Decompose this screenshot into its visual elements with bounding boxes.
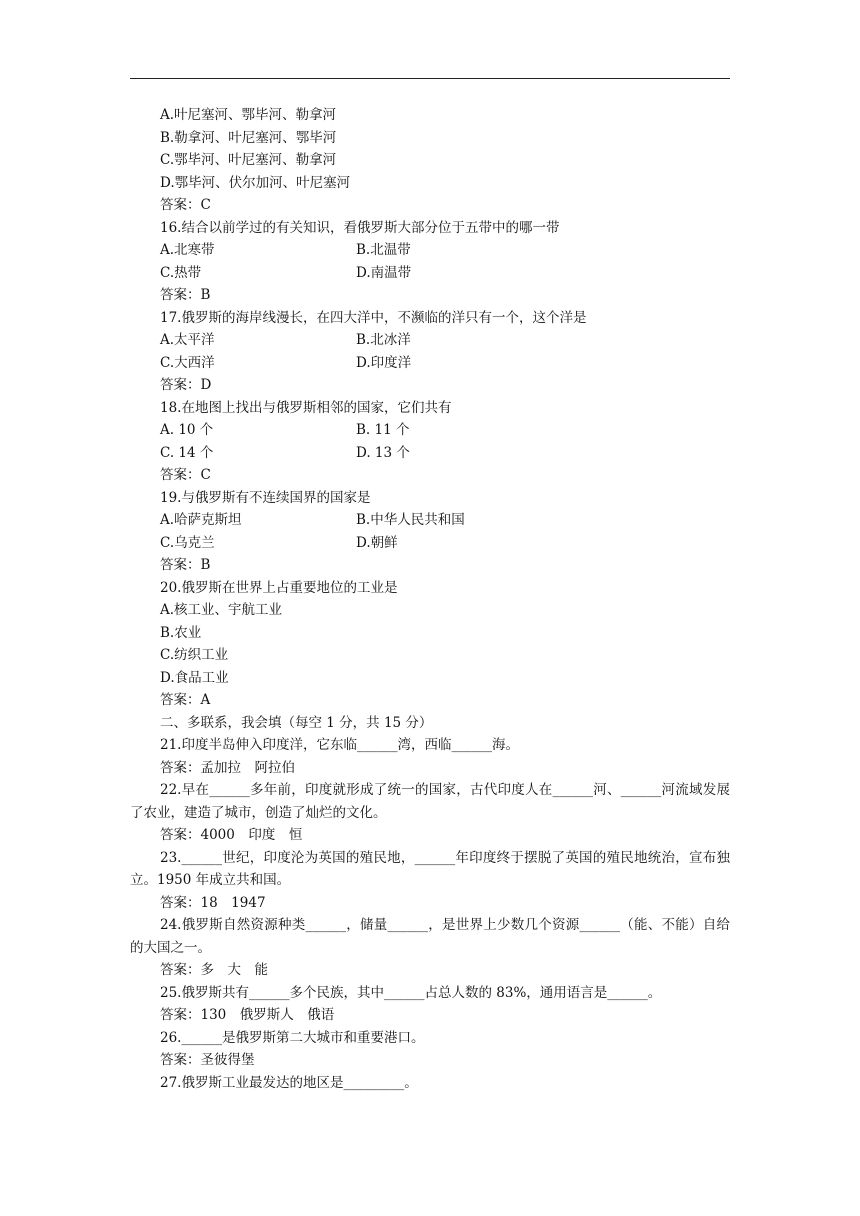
q20-option-d: D.食品工业 bbox=[160, 669, 229, 686]
q21-stem: 21.印度半岛伸入印度洋，它东临______湾，西临______海。 bbox=[160, 737, 519, 753]
q15-option-c: C.鄂毕河、叶尼塞河、勒拿河 bbox=[160, 152, 337, 168]
q16-answer: 答案：B bbox=[160, 287, 211, 303]
q19-option-a: A.哈萨克斯坦 bbox=[160, 512, 242, 528]
q18-options-row1 bbox=[160, 419, 730, 442]
q20-option-a: A.核工业、宇航工业 bbox=[160, 602, 283, 618]
q23-answer: 答案：18 1947 bbox=[160, 894, 266, 911]
q25-answer: 答案：130 俄罗斯人 俄语 bbox=[160, 1007, 335, 1023]
q19-option-d: D.朝鲜 bbox=[356, 534, 398, 551]
q16-option-a: A.北寒带 bbox=[160, 242, 215, 258]
q16-stem: 16.结合以前学过的有关知识，看俄罗斯大部分位于五带中的哪一带 bbox=[160, 219, 560, 236]
q18-option-a: A. 10 个 bbox=[160, 422, 214, 438]
q17-stem: 17.俄罗斯的海岸线漫长，在四大洋中，不濒临的洋只有一个，这个洋是 bbox=[160, 309, 587, 326]
q23-stem: 23.______世纪，印度沦为英国的殖民地，______年印度终于摆脱了英国的殖民地统治，宣布独立。1950 年成立共和国。 bbox=[130, 849, 730, 888]
header-rule bbox=[130, 78, 730, 79]
q17-option-b: B.北冰洋 bbox=[356, 332, 411, 348]
q16-option-d: D.南温带 bbox=[356, 264, 412, 281]
q17-option-c: C.大西洋 bbox=[160, 354, 215, 371]
q18-answer: 答案：C bbox=[160, 467, 211, 483]
q20-answer: 答案：A bbox=[160, 692, 211, 708]
q19-options-row1 bbox=[160, 509, 730, 532]
q15-option-a: A.叶尼塞河、鄂毕河、勒拿河 bbox=[160, 107, 337, 123]
q19-answer: 答案：B bbox=[160, 557, 211, 573]
q16-options-row2 bbox=[160, 262, 730, 285]
q17-option-d: D.印度洋 bbox=[356, 354, 412, 371]
q24-stem: 24.俄罗斯自然资源种类______，储量______，是世界上少数几个资源______（能、不能）自给的大国之一。 bbox=[130, 917, 730, 956]
q17-answer: 答案：D bbox=[160, 377, 212, 393]
q15-option-d: D.鄂毕河、伏尔加河、叶尼塞河 bbox=[160, 174, 351, 191]
q19-stem: 19.与俄罗斯有不连续国界的国家是 bbox=[160, 489, 371, 506]
q18-options-row2 bbox=[160, 442, 730, 465]
section-2-heading: 二、多联系，我会填（每空 1 分，共 15 分） bbox=[160, 714, 433, 731]
q26-answer: 答案：圣彼得堡 bbox=[160, 1052, 255, 1068]
q26-stem: 26.______是俄罗斯第二大城市和重要港口。 bbox=[160, 1029, 425, 1046]
q15-answer: 答案：C bbox=[160, 197, 211, 213]
q18-option-d: D. 13 个 bbox=[356, 444, 410, 461]
document-body bbox=[130, 104, 730, 1094]
q16-option-c: C.热带 bbox=[160, 264, 202, 281]
q24-answer: 答案：多 大 能 bbox=[160, 962, 268, 978]
q19-options-row2 bbox=[160, 532, 730, 555]
q20-stem: 20.俄罗斯在世界上占重要地位的工业是 bbox=[160, 579, 398, 596]
q17-options-row1 bbox=[160, 329, 730, 352]
q15-option-b: B.勒拿河、叶尼塞河、鄂毕河 bbox=[160, 129, 337, 146]
q16-options-row1 bbox=[160, 239, 730, 262]
q22-stem: 22.早在______多年前，印度就形成了统一的国家，古代印度人在______河、______河流域发展了农业，建造了城市，创造了灿烂的文化。 bbox=[130, 782, 730, 821]
q20-option-c: C.纺织工业 bbox=[160, 647, 229, 663]
q16-option-b: B.北温带 bbox=[356, 242, 411, 258]
q22-answer: 答案：4000 印度 恒 bbox=[160, 827, 303, 843]
q27-stem: 27.俄罗斯工业最发达的地区是_________。 bbox=[160, 1074, 418, 1091]
q18-option-b: B. 11 个 bbox=[356, 422, 410, 438]
q20-option-b: B.农业 bbox=[160, 624, 202, 641]
q19-option-c: C.乌克兰 bbox=[160, 534, 215, 551]
q25-stem: 25.俄罗斯共有______多个民族，其中______占总人数的 83%，通用语言是______。 bbox=[160, 984, 662, 1001]
q17-options-row2 bbox=[160, 352, 730, 375]
q18-stem: 18.在地图上找出与俄罗斯相邻的国家，它们共有 bbox=[160, 399, 452, 416]
q17-option-a: A.太平洋 bbox=[160, 332, 215, 348]
q19-option-b: B.中华人民共和国 bbox=[356, 512, 465, 528]
q21-answer: 答案：孟加拉 阿拉伯 bbox=[160, 759, 295, 776]
q18-option-c: C. 14 个 bbox=[160, 444, 214, 461]
